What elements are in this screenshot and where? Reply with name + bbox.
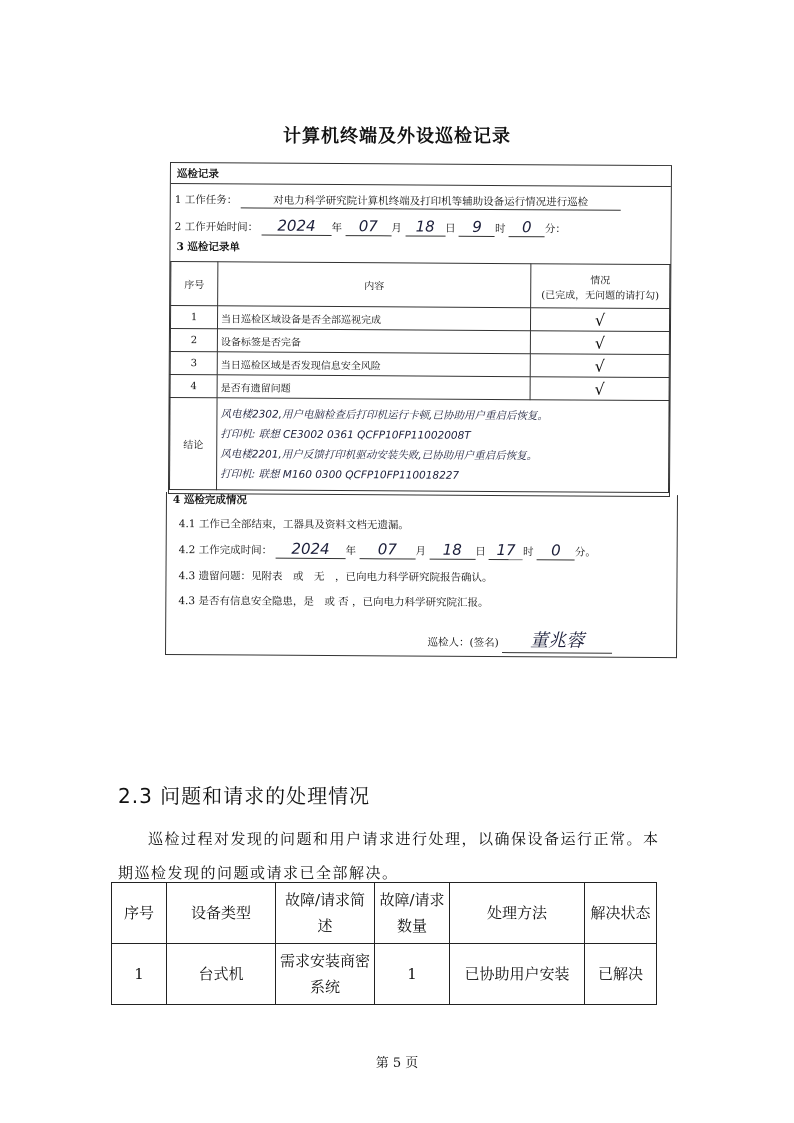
- body-paragraph: 巡检过程对发现的问题和用户请求进行处理，以确保设备运行正常。本期巡检发现的问题或请求已全部解决。: [118, 830, 660, 882]
- unit-year: 年: [345, 545, 357, 558]
- start-hour: 9: [459, 218, 495, 237]
- row-content: 设备标签是否完备: [217, 329, 530, 354]
- unit-day: 日: [475, 545, 486, 558]
- unit-minute: 分：: [544, 223, 566, 236]
- start-time-row: [175, 216, 566, 237]
- cell-description: 需求安装商密系统: [276, 944, 375, 1005]
- check-mark: √: [530, 331, 669, 355]
- header-status-line1: 情况: [590, 275, 611, 287]
- header-cell: 故障/请求数量: [375, 883, 450, 944]
- form-title: 计算机终端及外设巡检记录: [283, 126, 511, 147]
- header-cell: 序号: [112, 883, 167, 944]
- cell-method: 已协助用户安装: [450, 944, 585, 1005]
- end-hour: 17: [489, 541, 523, 560]
- header-status: [531, 264, 670, 309]
- header-status-line2: (已完成，无问题的请打勾): [541, 289, 660, 302]
- conclusion-label: 结论: [169, 398, 217, 490]
- task-value: 对电力科学研究院计算机终端及打印机等辅助设备运行情况进行巡检: [241, 192, 621, 210]
- start-day: 18: [405, 217, 445, 236]
- row-idx: 1: [170, 306, 217, 329]
- completion-item-3: 4.3 遗留问题：见附表 或 无 ，已向电力科学研究院报告确认。: [178, 570, 493, 584]
- task-label: 1 工作任务：: [174, 194, 238, 207]
- header-cell: 故障/请求简述: [276, 883, 375, 944]
- row-content: 当日巡检区域设备是否全部巡视完成: [217, 306, 530, 331]
- header-content: 内容: [218, 262, 531, 308]
- header-idx: 序号: [171, 262, 218, 306]
- unit-hour: 时: [494, 222, 506, 236]
- cell-device-type: 台式机: [167, 944, 276, 1005]
- completion-item-1: 4.1 工作已全部结束，工器具及资料文档无遗漏。: [178, 518, 409, 532]
- header-cell: 处理方法: [450, 883, 585, 944]
- end-minute: 0: [537, 541, 575, 560]
- completion-section: [165, 492, 678, 658]
- checklist-row: [170, 352, 669, 378]
- row-idx: 2: [170, 329, 217, 352]
- checklist-row: [170, 375, 669, 401]
- check-mark: √: [530, 354, 669, 378]
- completion-item-4: 4.3 是否有信息安全隐患，是 或 否 ，已向电力科学研究院汇报。: [178, 595, 489, 609]
- start-month: 07: [345, 217, 391, 236]
- header-cell: 设备类型: [167, 883, 276, 944]
- table-row: [112, 944, 657, 1005]
- conclusion-line: 风电楼2201,用户反馈打印机驱动安装失败,已协助用户重启后恢复。: [220, 447, 538, 462]
- completion-title: 4 巡检完成情况: [172, 494, 247, 507]
- section-heading: 2.3 问题和请求的处理情况: [118, 784, 371, 808]
- check-mark: √: [530, 308, 669, 332]
- checklist-table: [169, 261, 670, 493]
- conclusion-line: 打印机: 联想 M160 0300 QCFP10FP110018227: [220, 467, 460, 482]
- start-time-label: 2 工作开始时间：: [174, 221, 259, 234]
- unit-year: 年: [331, 221, 343, 235]
- signature-label: 巡检人：(签名): [427, 636, 499, 650]
- checklist-row: [170, 329, 669, 355]
- issue-table-header: [112, 883, 657, 944]
- unit-month: 月: [391, 222, 402, 235]
- unit-month: 月: [415, 545, 426, 558]
- conclusion-line: 打印机: 联想 CE3002 0361 QCFP10FP11002008T: [220, 427, 471, 442]
- row-idx: 4: [170, 375, 217, 398]
- task-row: [175, 192, 621, 211]
- cell-idx: 1: [112, 944, 167, 1005]
- end-time-label: 4.2 工作完成时间：: [178, 544, 273, 557]
- start-minute: 0: [509, 218, 545, 237]
- section-record-title: 巡检记录: [176, 168, 219, 181]
- start-year: 2024: [261, 217, 331, 236]
- issue-table: [111, 882, 657, 1005]
- end-month: 07: [359, 540, 415, 559]
- cell-count: 1: [375, 944, 450, 1005]
- completion-item-2: [179, 539, 596, 561]
- page-number: 第 5 页: [375, 1056, 419, 1071]
- row-idx: 3: [170, 352, 217, 375]
- checklist-header: [171, 262, 670, 309]
- end-day: 18: [429, 541, 475, 560]
- row-content: 当日巡检区域是否发现信息安全风险: [217, 352, 530, 377]
- section-list-title: 3 巡检记录单: [176, 241, 240, 254]
- checklist-row: [170, 306, 669, 332]
- unit-day: 日: [445, 222, 456, 235]
- conclusion-line: 风电楼2302,用户电脑检查后打印机运行卡顿,已协助用户重启后恢复。: [220, 407, 548, 422]
- unit-hour: 时: [523, 546, 534, 559]
- signature-row: [427, 626, 612, 654]
- cell-status: 已解决: [585, 944, 657, 1005]
- signature: 董兆蓉: [502, 626, 612, 654]
- unit-minute: 分。: [574, 546, 596, 559]
- conclusion-row: [169, 398, 669, 493]
- conclusion-handwriting: [216, 398, 669, 493]
- check-mark: √: [530, 377, 669, 401]
- inspection-record-form: [168, 162, 672, 497]
- header-cell: 解决状态: [585, 883, 657, 944]
- end-year: 2024: [275, 540, 345, 559]
- row-content: 是否有遗留问题: [217, 375, 530, 400]
